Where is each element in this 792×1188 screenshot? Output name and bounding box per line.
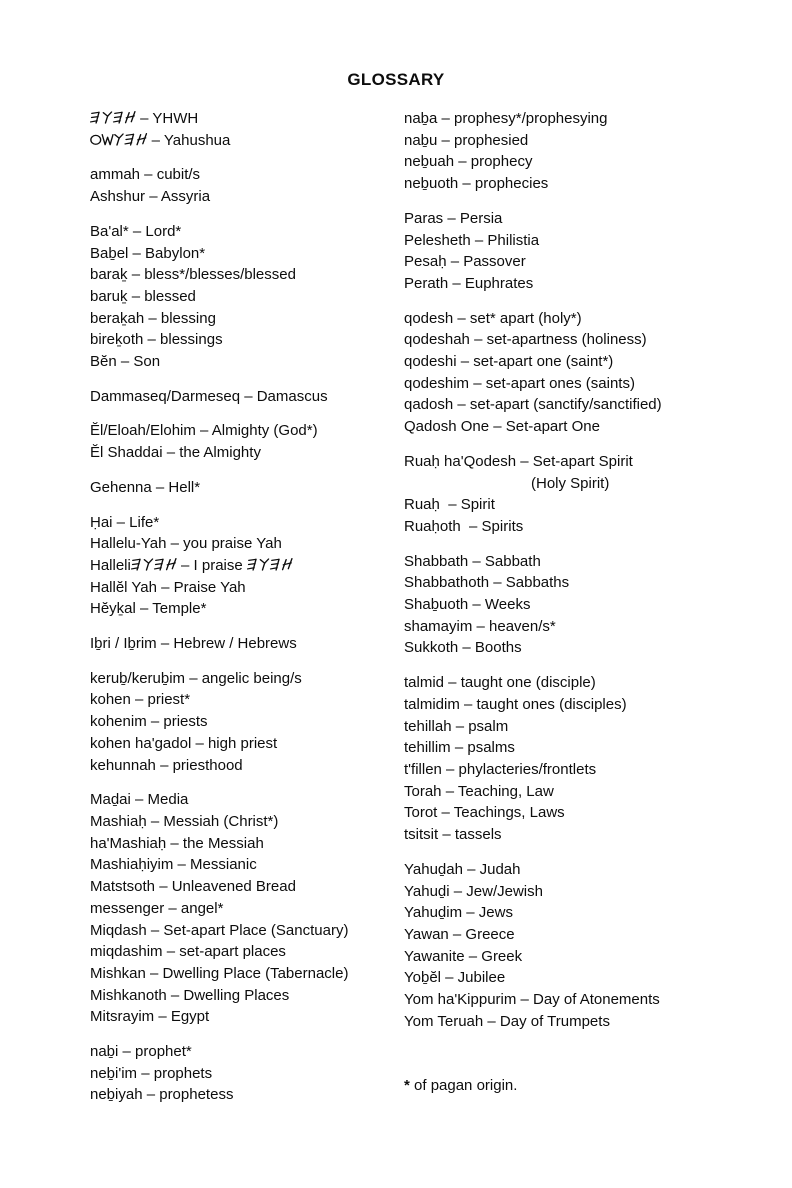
glossary-entry — [90, 963, 404, 985]
entry-text: kehunnah – priesthood — [90, 756, 243, 774]
entry-text: kohen – priest* — [90, 691, 191, 709]
glossary-entry — [404, 494, 786, 516]
glossary-entry — [404, 308, 786, 330]
glossary-entry — [404, 151, 786, 173]
entry-text: naḇa – prophesy*/prophesying — [404, 110, 608, 127]
glossary-entry — [90, 286, 404, 308]
entry-text: Hallelu-Yah – you praise Yah — [90, 535, 282, 553]
glossary-entry — [90, 941, 404, 963]
entry-text: naḇi – prophet* — [90, 1043, 192, 1061]
entry-text: Ĕl Shaddai – the Almighty — [90, 444, 261, 462]
glossary-entry — [90, 876, 404, 898]
entry-text: t'fillen – phylacteries/frontlets — [404, 760, 597, 778]
glossary-entry — [90, 264, 404, 286]
entry-text: baraḵ – bless*/blesses/blessed — [90, 266, 296, 284]
entry-text: ammah – cubit/s — [90, 166, 201, 184]
glossary-group — [404, 672, 786, 846]
glossary-entry — [404, 516, 786, 538]
entry-text: Paras – Persia — [404, 209, 503, 227]
entry-text: qodeshah – set-apartness (holiness) — [404, 331, 647, 349]
paleo-yhwh-glyph — [247, 558, 293, 571]
entry-text: neḇi'im – prophets — [90, 1064, 213, 1082]
entry-text: kohen ha'gadol – high priest — [90, 734, 278, 752]
entry-text: Mishkan – Dwelling Place (Tabernacle) — [90, 964, 349, 982]
entry-text: Pesaḥ – Passover — [404, 253, 526, 271]
glossary-entry — [90, 1006, 404, 1028]
glossary-entry — [90, 833, 404, 855]
glossary-entry — [90, 351, 404, 373]
entry-text: Bĕn – Son — [90, 353, 161, 371]
glossary-entry — [90, 811, 404, 833]
glossary-entry — [404, 373, 786, 395]
entry-text: Dammaseq/Darmeseq – Damascus — [90, 387, 328, 405]
entry-text: qodeshi – set-apart one (saint*) — [404, 353, 614, 371]
entry-text: keruḇ/keruḇim – angelic being/s — [90, 669, 302, 687]
glossary-entry — [404, 859, 786, 881]
glossary-entry — [90, 512, 404, 534]
glossary-entry — [90, 668, 404, 690]
glossary-group — [90, 386, 404, 408]
paleo-yhwh-glyph — [131, 558, 177, 571]
glossary-entry — [90, 186, 404, 208]
entry-text: messenger – angel* — [90, 899, 224, 917]
glossary-group — [404, 208, 786, 295]
glossary-entry — [90, 308, 404, 330]
glossary-group — [404, 551, 786, 660]
glossary-entry — [90, 898, 404, 920]
entry-text: Matstsoth – Unleavened Bread — [90, 878, 296, 896]
glossary-entry — [90, 755, 404, 777]
glossary-entry — [404, 329, 786, 351]
entry-text: Ashshur – Assyria — [90, 188, 211, 206]
glossary-entry — [90, 329, 404, 351]
entry-text: Yoḇĕl – Jubilee — [404, 969, 506, 987]
entry-text: Pelesheth – Philistia — [404, 231, 540, 249]
glossary-entry — [404, 251, 786, 273]
entry-text: Ĕl/Eloah/Elohim – Almighty (God*) — [90, 422, 318, 440]
entry-text: Mishkanoth – Dwelling Places — [90, 986, 290, 1004]
glossary-group — [90, 420, 404, 463]
glossary-entry — [404, 351, 786, 373]
glossary-entry — [90, 733, 404, 755]
glossary-entry — [90, 555, 404, 577]
entry-text: neḇuoth – prophecies — [404, 175, 549, 193]
entry-text: Yom ha'Kippurim – Day of Atonements — [404, 991, 660, 1009]
entry-text: talmid – taught one (disciple) — [404, 674, 596, 692]
entry-text: Ḥai – Life* — [90, 513, 160, 531]
entry-text: Yawanite – Greek — [404, 947, 523, 965]
entry-text: Yahuḏim – Jews — [404, 904, 513, 922]
glossary-entry — [90, 108, 404, 130]
entry-text: Ruaḥ ha'Qodesh – Set-apart Spirit — [404, 452, 633, 470]
entry-text: Yahuḏah – Judah — [404, 860, 521, 878]
entry-text: Sukkoth – Booths — [404, 639, 522, 657]
glossary-entry — [404, 781, 786, 803]
entry-text: (Holy Spirit) — [531, 474, 610, 492]
entry-text: tehillim – psalms — [404, 739, 515, 757]
entry-text: Ba'al* – Lord* — [90, 222, 182, 240]
entry-text: Hĕyḵal – Temple* — [90, 600, 207, 618]
glossary-entry — [404, 230, 786, 252]
entry-text: tehillah – psalm — [404, 717, 509, 735]
glossary-entry — [90, 442, 404, 464]
glossary-group — [90, 164, 404, 207]
glossary-group — [90, 1041, 404, 1106]
glossary-entry — [404, 672, 786, 694]
entry-text: Shaḇuoth – Weeks — [404, 596, 531, 614]
entry-text: shamayim – heaven/s* — [404, 617, 556, 635]
entry-text: Shabbathoth – Sabbaths — [404, 574, 570, 592]
entry-text: neḇuah – prophecy — [404, 153, 533, 171]
entry-text: bireḵoth – blessings — [90, 331, 223, 349]
glossary-group — [404, 108, 786, 195]
glossary-entry — [90, 243, 404, 265]
page-title: GLOSSARY — [347, 70, 445, 89]
glossary-group — [404, 451, 786, 538]
glossary-entry — [404, 451, 786, 473]
entry-text: – Yahushua — [147, 131, 231, 149]
glossary-entry — [90, 477, 404, 499]
entry-text: ha'Mashiaḥ – the Messiah — [90, 834, 264, 852]
entry-text: Perath – Euphrates — [404, 274, 534, 292]
glossary-entry — [90, 985, 404, 1007]
entry-text: – YHWH — [136, 110, 199, 127]
glossary-entry — [404, 273, 786, 295]
glossary-column-right — [404, 108, 786, 1097]
glossary-entry — [404, 737, 786, 759]
glossary-entry — [404, 881, 786, 903]
glossary-entry — [404, 946, 786, 968]
glossary-entry — [404, 924, 786, 946]
glossary-entry — [90, 598, 404, 620]
entry-text: miqdashim – set-apart places — [90, 943, 286, 961]
glossary-group — [404, 859, 786, 1033]
entry-text: Qadosh One – Set-apart One — [404, 418, 600, 436]
glossary-entry — [90, 689, 404, 711]
glossary-entry — [404, 759, 786, 781]
glossary-entry — [404, 572, 786, 594]
glossary-entry — [90, 420, 404, 442]
entry-text: Hallĕl Yah – Praise Yah — [90, 578, 246, 596]
entry-text: Torah – Teaching, Law — [404, 782, 554, 800]
glossary-entry — [90, 854, 404, 876]
glossary-entry — [404, 989, 786, 1011]
glossary-entry — [404, 967, 786, 989]
glossary-entry — [404, 616, 786, 638]
glossary-entry — [404, 824, 786, 846]
glossary-entry — [90, 386, 404, 408]
glossary-entry — [90, 789, 404, 811]
glossary-entry — [90, 711, 404, 733]
glossary-entry — [404, 594, 786, 616]
glossary-entry — [404, 716, 786, 738]
entry-text: Ruaḥoth – Spirits — [404, 517, 524, 535]
glossary-entry — [404, 802, 786, 824]
entry-text: Shabbath – Sabbath — [404, 552, 541, 570]
glossary-entry — [404, 473, 786, 495]
entry-text: neḇiyah – prophetess — [90, 1086, 234, 1104]
glossary-entry — [90, 221, 404, 243]
entry-text: Iḇri / Iḇrim – Hebrew / Hebrews — [90, 635, 297, 653]
glossary-group — [90, 633, 404, 655]
glossary-entry — [90, 577, 404, 599]
entry-text: Baḇel – Babylon* — [90, 244, 206, 262]
glossary-entry — [404, 902, 786, 924]
glossary-group — [90, 789, 404, 1028]
footnote-text: of pagan origin. — [409, 1077, 518, 1095]
glossary-entry — [404, 173, 786, 195]
entry-text: beraḵah – blessing — [90, 309, 216, 327]
glossary-entry — [404, 637, 786, 659]
footnote-asterisk: * — [404, 1077, 410, 1095]
entry-text: qodesh – set* apart (holy*) — [404, 309, 582, 327]
glossary-entry — [90, 1063, 404, 1085]
glossary-entry — [404, 551, 786, 573]
glossary-group — [90, 477, 404, 499]
glossary-entry — [90, 920, 404, 942]
glossary-entry — [404, 694, 786, 716]
entry-text: Gehenna – Hell* — [90, 478, 201, 496]
entry-text: talmidim – taught ones (disciples) — [404, 695, 627, 713]
glossary-entry — [90, 1084, 404, 1106]
glossary-column-left — [90, 108, 404, 1119]
entry-text: Yahuḏi – Jew/Jewish — [404, 882, 543, 900]
glossary-entry — [90, 633, 404, 655]
glossary-entry — [404, 394, 786, 416]
pagan-origin-footnote — [404, 1075, 786, 1097]
entry-text: Mashiaḥiyim – Messianic — [90, 856, 257, 874]
glossary-group — [90, 512, 404, 621]
glossary-group — [90, 108, 404, 151]
glossary-entry — [90, 130, 404, 152]
glossary-entry — [90, 1041, 404, 1063]
entry-text: Torot – Teachings, Laws — [404, 804, 565, 822]
entry-text: Ruaḥ – Spirit — [404, 496, 495, 514]
entry-text: baruḵ – blessed — [90, 287, 196, 305]
glossary-group — [404, 308, 786, 438]
entry-text: qadosh – set-apart (sanctify/sanctified) — [404, 396, 662, 414]
glossary-group — [90, 668, 404, 777]
glossary-entry — [404, 108, 786, 130]
paleo-yhwh-glyph — [90, 111, 136, 124]
entry-text: – I praise — [176, 556, 247, 574]
entry-text: Mashiaḥ – Messiah (Christ*) — [90, 812, 279, 830]
glossary-entry — [404, 130, 786, 152]
glossary-group — [90, 221, 404, 373]
entry-text: Yawan – Greece — [404, 925, 515, 943]
entry-text: qodeshim – set-apart ones (saints) — [404, 374, 635, 392]
paleo-yahushua-glyph — [90, 133, 148, 146]
entry-text: Maḏai – Media — [90, 791, 189, 809]
entry-text: tsitsit – tassels — [404, 826, 502, 844]
glossary-entry — [404, 208, 786, 230]
entry-text: Halleli — [90, 556, 131, 574]
entry-text: naḇu – prophesied — [404, 131, 529, 149]
entry-text: Mitsrayim – Egypt — [90, 1008, 210, 1026]
entry-text: Miqdash – Set-apart Place (Sanctuary) — [90, 921, 349, 939]
glossary-entry — [90, 533, 404, 555]
entry-text: kohenim – priests — [90, 713, 208, 731]
glossary-entry — [404, 1011, 786, 1033]
glossary-entry — [404, 416, 786, 438]
glossary-entry — [90, 164, 404, 186]
entry-text: Yom Teruah – Day of Trumpets — [404, 1012, 610, 1030]
